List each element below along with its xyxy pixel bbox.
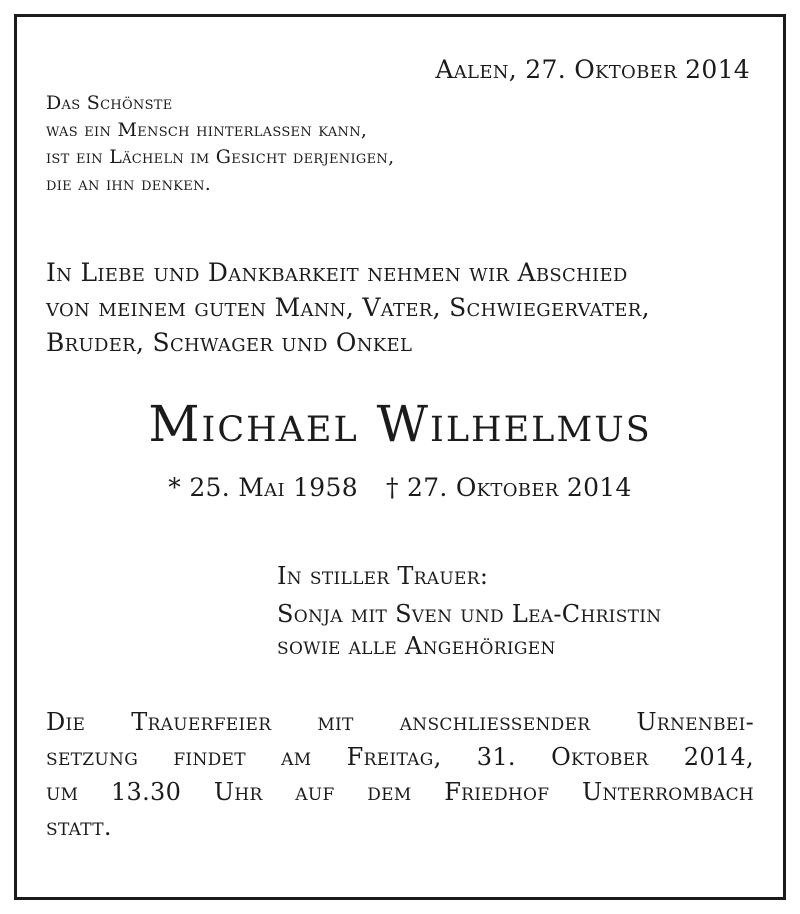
place-date: Aalen, 27. Oktober 2014 [435, 55, 750, 84]
ceremony-line: Die Trauerfeier mit anschliessender Urnenbei- [46, 708, 754, 736]
birth-date: * 25. Mai 1958 [168, 473, 358, 502]
quote-line: Das Schönste [46, 92, 173, 114]
life-dates [0, 473, 800, 502]
ceremony-line: um 13.30 Uhr auf dem Friedhof Unterrombach [46, 778, 754, 806]
mourners-line: sowie alle Angehörigen [277, 632, 556, 660]
farewell-line: In Liebe und Dankbarkeit nehmen wir Abschied [46, 258, 628, 287]
mourners-heading: In stiller Trauer: [277, 562, 489, 590]
mourners-block [277, 560, 661, 662]
mourners-line: Sonja mit Sven und Lea-Christin [277, 600, 662, 628]
ceremony-line: setzung findet am Freitag, 31. Oktober 2014, [46, 743, 754, 771]
farewell-text [46, 255, 650, 360]
quote-line: die an ihn denken. [46, 173, 212, 195]
ceremony-info [46, 705, 754, 845]
deceased-name: Michael Wilhelmus [148, 395, 652, 453]
farewell-line: Bruder, Schwager und Onkel [46, 328, 413, 357]
ceremony-line: statt. [46, 813, 112, 841]
memorial-quote [46, 90, 394, 198]
death-date: † 27. Oktober 2014 [385, 473, 632, 502]
quote-line: ist ein Lächeln im Gesicht derjenigen, [46, 146, 395, 168]
quote-line: was ein Mensch hinterlassen kann, [46, 119, 368, 141]
farewell-line: von meinem guten Mann, Vater, Schwiegervater, [46, 293, 650, 322]
